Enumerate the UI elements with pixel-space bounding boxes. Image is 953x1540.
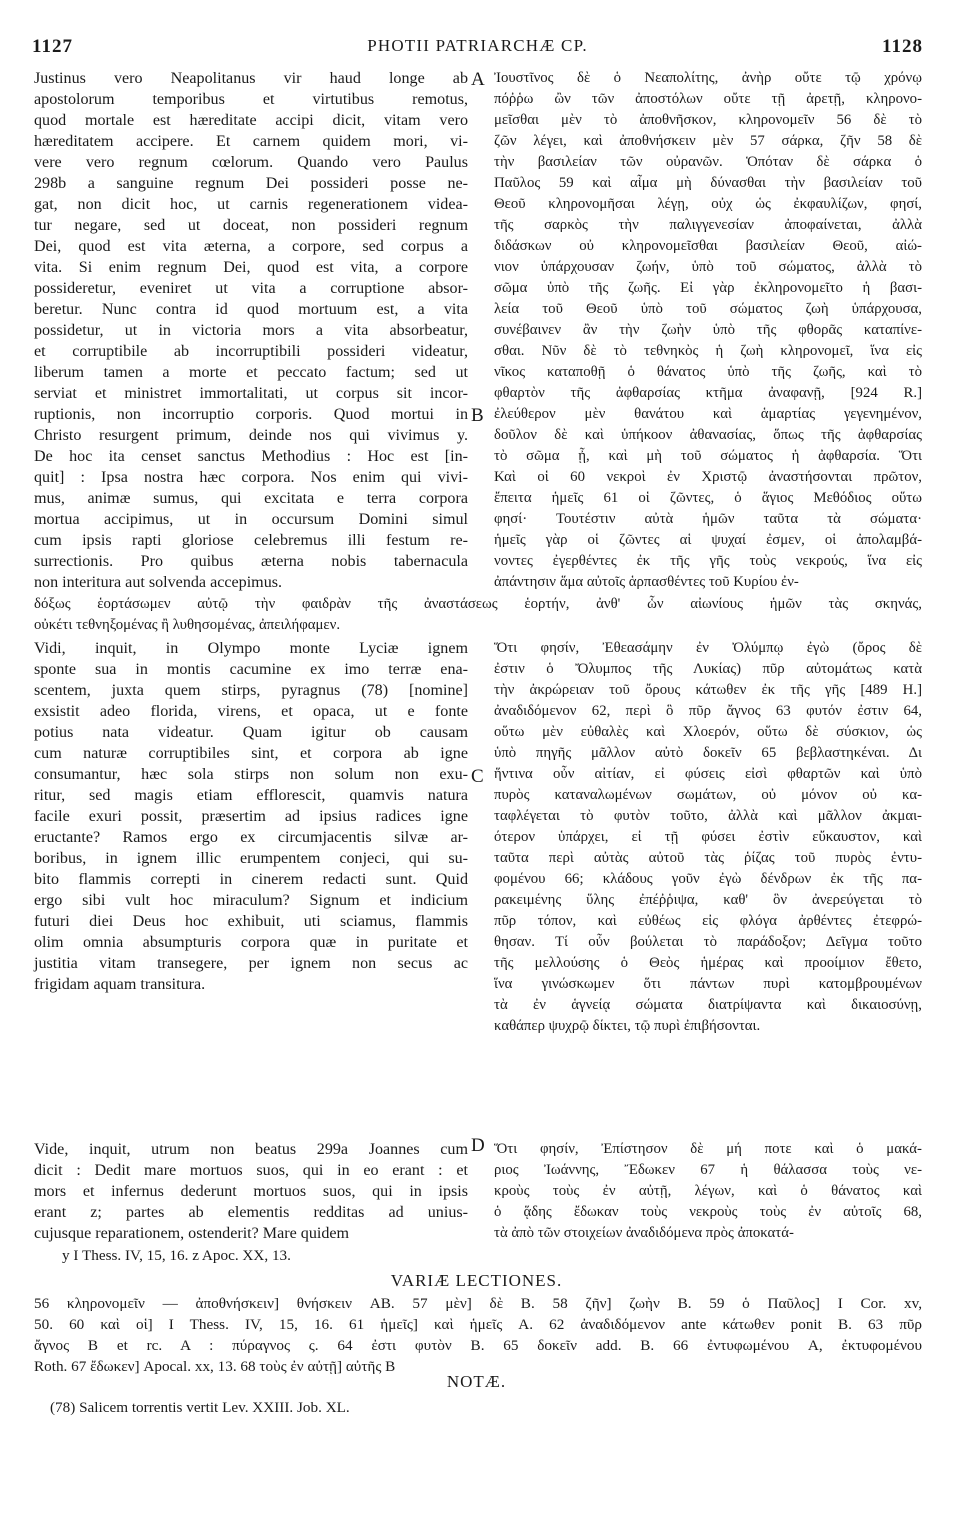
latin-column-section-1 <box>34 68 468 593</box>
text-line: λεία τοῦ Θεοῦ ὑπὸ τοῦ σώματος ζωὴ ὑπάρχουσα, <box>494 301 922 317</box>
text-line: facile exuri possit, præsertim ad ipsius radices igne <box>34 808 468 825</box>
page-header <box>32 36 923 62</box>
text-line: cum naturæ corruptibiles sint, et corpora ab igne <box>34 745 468 762</box>
text-line: διδάσκων οὐ κληρονομεῖσθαι βασιλείαν Θεοῦ, αἰώ- <box>494 238 922 254</box>
text-line: scentem, juxta quem stirps, pyragnus (78) [nomine] <box>34 682 468 699</box>
text-line: futuri diei Deus hoc exhibuit, uti sciamus, flammis <box>34 913 468 930</box>
text-line: νῖκος καταποθῇ ὁ θάνατος ὑπὸ τῆς ζωῆς, καὶ τὸ <box>494 364 922 380</box>
text-line: συνέβαινεν ἂν τὴν ζωὴν ὑπὸ τῆς φθορᾶς καταπίνε- <box>494 322 922 338</box>
text-line: σθαι. Νῦν δὲ τὸ τεθνηκὸς ἡ ζωὴ κληρονομεῖ, ἵνα εἰς <box>494 343 922 359</box>
text-line: Ὅτι φησίν, Ἐθεασάμην ἐν Ὀλύμπῳ ἐγὼ (ὄρος δὲ <box>494 640 922 656</box>
text-line: beretur. Nunc contra id quod mortuum est, a vita <box>34 301 468 318</box>
text-line: σῶμα ὑπὸ τῆς ζωῆς. Εἰ γὰρ ἐκληρονομεῖτο ἡ βασι- <box>494 280 922 296</box>
text-line: φομένου 66; κλάδους γοῦν ἐγὼ δένδρων ἐκ τῆς πα- <box>494 871 922 887</box>
text-line: mors et infernus dederunt mortuos suos, qui in ipsis <box>34 1183 468 1200</box>
greek-column-section-1 <box>494 68 922 593</box>
text-line: ἄγνος B et rc. A : πύραγνος ς. 64 ἐστι φυτὸν B. 65 δοκεῖν add. B. 66 ἐντυφωμένου A, ἐκτυφομένου <box>34 1337 922 1354</box>
text-line: ριος Ἰωάννης, Ἔδωκεν 67 ἡ θάλασσα τοὺς νε- <box>494 1162 922 1178</box>
left-column-number: 1127 <box>32 36 73 57</box>
text-line: μεῖσθαι μὲν τὸ ἀποθνῆσκον, κληρονομεῖν 56 δὲ τὸ <box>494 112 922 128</box>
text-line: vere vero regnum cœlorum. Quando vero Paulus <box>34 154 468 171</box>
text-line: ἐστιν ὁ Ὄλυμπος τῆς Λυκίας) πῦρ αὐτομάτως κατὰ <box>494 661 922 677</box>
text-line: boribus, in ignem illic erumpentem conjeci, qui su- <box>34 850 468 867</box>
text-line: justitia vitam transegere, per ignem non secus ac <box>34 955 468 972</box>
text-line: ἡμεῖς γὰρ οἱ ζῶντες αἱ ψυχαί ἐσμεν, οἱ ἀπολαμβά- <box>494 532 922 548</box>
text-line: ruptionis, non incorruptio corporis. Quod mortui in <box>34 406 468 423</box>
text-line: ἐλεύθερον μὲν θανάτου καὶ ἁμαρτίας γεγενημένον, <box>494 406 922 422</box>
text-line: hæreditatem accipere. Et carnem quidem mori, vi- <box>34 133 468 150</box>
text-line: ἔπειτα ἡμεῖς 61 οἱ ζῶντες, ὁ ἅγιος Μεθόδιος οὕτω <box>494 490 922 506</box>
text-line: non interitura aut solvenda accepimus. <box>34 574 283 591</box>
text-line: apostolorum temporibus et virtutibus remotus, <box>34 91 468 108</box>
text-line: ἵνα γινώσκωμεν ὅτι πάντων πυρὶ κατομβρουμένων <box>494 976 922 992</box>
text-line: οὕτω μὲν εὐθαλὲς καὶ Χλοερόν, οὕτω δὲ σύσκιον, ὡς <box>494 724 922 740</box>
text-line: possidetur, ut in victoria mors a vita absorbeatur, <box>34 322 468 339</box>
text-line: τῆς σαρκὸς τὴν παλιγγενεσίαν ἀποφαίνεται, ἀλλὰ <box>494 217 922 233</box>
text-line: καθάπερ ψυχρῷ δίκτει, τῷ πυρὶ ἐπιβήσονται. <box>494 1018 761 1034</box>
text-line: φθαρτὸν τῆς ἀφθαρσίας κτῆμα ἀναφανῇ, [924 R.] <box>494 385 922 401</box>
text-line: ταφλέγεται τὸ φυτὸν τοῦτο, ἀλλὰ καὶ μᾶλλον ἀκμαι- <box>494 808 922 824</box>
margin-letter-b: B <box>471 405 484 426</box>
nota-78: (78) Salicem torrentis vertit Lev. XXIII. Job. XL. <box>50 1399 350 1416</box>
variae-lectiones-title: VARIÆ LECTIONES. <box>390 1271 563 1290</box>
greek-column-section-3 <box>494 1139 922 1244</box>
text-line: ritur, sed magis etiam efflorescit, quamvis natura <box>34 787 468 804</box>
text-line: φησί· Τουτέστιν αὐτὰ ἡμῶν ταῦτα τὰ σώματα· <box>494 511 922 527</box>
text-line: τὰ ἐν ἁγνείᾳ σώματα διατρίψαντα καὶ δικαιοσύνῃ, <box>494 997 922 1013</box>
text-line: δοῦλον δὲ καὶ ὑπήκοον ἀθανασίας, ὅπως τῆς ἀφθαρσίας <box>494 427 922 443</box>
margin-letter-a: A <box>471 69 485 90</box>
text-line: ρακειμένης ὕλης ἐπέῤῥιψα, καθ' ὃν ἀνερεύγεται τὸ <box>494 892 922 908</box>
text-line: quit] : Ipsa nostra hæc corpora. Nos enim qui vivi- <box>34 469 468 486</box>
text-line: sponte sua in montis cacumine ex imo terræ ena- <box>34 661 468 678</box>
text-line: πόῤῥω ὢν τῶν ἀποστόλων οὔτε τῇ ἀρετῇ, κληρονο- <box>494 91 922 107</box>
text-line: bito flammis correpti in cinerem redacti sunt. Quid <box>34 871 468 888</box>
text-line: θησαν. Τί οὖν βούλεται τὸ παράδοξον; Δεῖγμα τοῦτο <box>494 934 922 950</box>
text-line: δόξως ἑορτάσωμεν αὐτῷ τὴν φαιδρὰν τῆς ἀναστάσεως ἑορτήν, ἀνθ' ὧν αἰωνίους ἡμῶν τὰς σκηνάς, <box>34 596 922 612</box>
notae-title: NOTÆ. <box>446 1372 507 1391</box>
text-line: τὴν βασιλείαν τῶν οὐρανῶν. Ὁπόταν δὲ σάρκα ὁ <box>494 154 922 170</box>
scripture-references: y I Thess. IV, 15, 16. z Apoc. XX, 13. <box>62 1247 291 1264</box>
text-line: erant z; partes ab elementis redditas ad unius- <box>34 1204 468 1221</box>
text-line: Vide, inquit, utrum non beatus 299a Joannes cum <box>34 1141 468 1158</box>
text-line: τὴν ἀκρώρειαν τοῦ ὄρους κάτωθεν ἐκ τῆς γῆς [489 H.] <box>494 682 922 698</box>
text-line: ergo sibi vult hoc miraculum? Signum et indicium <box>34 892 468 909</box>
text-line: ἀπάντησιν ἅμα αὐτοῖς ἁρπασθέντες τοῦ Κυρίου ἐν- <box>494 574 799 590</box>
margin-letter-d: D <box>471 1135 485 1156</box>
margin-letter-c: C <box>471 766 484 787</box>
text-line: πῦρ τόπον, καὶ εὐθέως εἰς φλόγα ἀρθέντες ἐτεφρώ- <box>494 913 922 929</box>
text-line: vita. Si enim regnum Dei, quod est vita, a corpore <box>34 259 468 276</box>
text-line: 50. 60 καὶ οἱ] I Thess. IV, 15, 16. 61 ἡμεῖς] καὶ ἡμεῖς A. 62 ἀναδιδόμενον ante κάτωθεν ponit B. 63 πῦρ <box>34 1316 922 1333</box>
running-title: PHOTII PATRIARCHÆ CP. <box>367 36 588 55</box>
text-line: possideretur, eveniret ut vita a corruptione absor- <box>34 280 468 297</box>
text-line: et corruptibile ab incorruptibili possideri videatur, <box>34 343 468 360</box>
text-line: De hoc ita censet sanctus Methodius : Hoc est [in- <box>34 448 468 465</box>
text-line: Justinus vero Neapolitanus vir haud longe ab <box>34 70 468 87</box>
text-line: νιον ὑπάρχουσαν ζωήν, ὑπὸ τοῦ σώματος, ἀλλὰ τὸ <box>494 259 922 275</box>
text-line: quod mortale est hæreditate accipi dicit, vitam vero <box>34 112 468 129</box>
greek-full-width-continuation <box>34 594 922 636</box>
greek-column-section-2 <box>494 638 922 1037</box>
right-column-number: 1128 <box>882 36 923 57</box>
text-line: τὰ ἀπὸ τῶν στοιχείων ἀναδιδόμενα πρὸς ἀποκατά- <box>494 1225 794 1241</box>
text-line: ότερον ὑπάρχει, εἰ τῇ φύσει ἐστὶν εὔκαυστον, καὶ <box>494 829 922 845</box>
text-line: gat, non dicit hoc, ut carnis regenerationem videa- <box>34 196 468 213</box>
text-line: eructante? Ramos ergo ex circumjacentis silvæ ar- <box>34 829 468 846</box>
text-line: Ὅτι φησίν, Ἐπίστησον δὲ μή ποτε καὶ ὁ μακά- <box>494 1141 922 1157</box>
text-line: Dei, quod est vita æterna, a corpore, sed corpus a <box>34 238 468 255</box>
text-line: ζῶν λέγει, καὶ ἀποθνήσκειν μὲν 57 σάρκα, ζῆν 58 δὲ <box>494 133 922 149</box>
text-line: 298b a sanguine regnum Dei possideri posse ne- <box>34 175 468 192</box>
text-line: mus, animæ sumus, qui excitata e terra corpora <box>34 490 468 507</box>
text-line: potius nata videatur. Quam igitur ob causam <box>34 724 468 741</box>
text-line: Παῦλος 59 καὶ αἷμα μὴ δύνασθαι τὴν βασιλείαν τοῦ <box>494 175 922 191</box>
text-line: νοντες ἐγερθέντες ἐκ τῆς γῆς τοὺς νεκρούς, ἵνα εἰς <box>494 553 922 569</box>
text-line: exsistit adeo florida, virens, et opaca, ut e fonte <box>34 703 468 720</box>
text-line: τὸ σῶμα ᾖ, καὶ μὴ τοῦ σώματος ἡ ἀφθαρσία. Ὅτι <box>494 448 922 464</box>
text-line: cujusque reparationem, ostenderit? Mare quidem <box>34 1225 350 1242</box>
text-line: liberum tamen a morte et peccato factum; sed ut <box>34 364 468 381</box>
text-line: 56 κληρονομεῖν — ἀποθνήσκειν] θνήσκειν AB. 57 μὲν] δὲ B. 58 ζῆν] ζωὴν B. 59 ὁ Παῦλος] I Cor. xv, <box>34 1295 922 1312</box>
text-line: serviat et ministret immortalitati, ut corpus sit incor- <box>34 385 468 402</box>
variae-lectiones-list <box>34 1294 922 1378</box>
text-line: οὐκέτι τεθνηξομένας ἢ λυθησομένας, ἀπειλήφαμεν. <box>34 617 341 633</box>
text-line: Θεοῦ κληρονομῆσαι λέγῃ, οὐχ ὡς ἐκφαυλίζων, φησί, <box>494 196 922 212</box>
text-line: surrectionis. Pro quibus æterna nobis tabernacula <box>34 553 468 570</box>
text-line: cum ipsis rapti gloriose celebremus illi festum re- <box>34 532 468 549</box>
text-line: consumantur, hæc sola stirps non solum non exu- <box>34 766 468 783</box>
text-line: dicit : Dedit mare mortuos suos, qui in eo erant : et <box>34 1162 468 1179</box>
text-line: πυρὸς καταναλωμένων σωμάτων, οὐ μόνον οὐ κα- <box>494 787 922 803</box>
text-line: tur negare, sed ut doceat, non possideri regnum <box>34 217 468 234</box>
text-line: Ἰουστῖνος δὲ ὁ Νεαπολίτης, ἀνὴρ οὔτε τῷ χρόνῳ <box>494 70 922 86</box>
text-line: ὁ ᾅδης ἔδωκαν τοὺς νεκροὺς τοὺς ἐν αὐτοῖς 68, <box>494 1204 922 1220</box>
text-line: τῆς μελλούσης ὁ Θεὸς ἡμέρας καὶ προοίμιον ἔθετο, <box>494 955 922 971</box>
text-line: Vidi, inquit, in Olympo monte Lyciæ ignem <box>34 640 468 657</box>
text-line: Roth. 67 ἔδωκεν] Apocal. xx, 13. 68 τοὺς ἐν αὐτῇ] αὐτῆς B <box>34 1358 396 1375</box>
text-line: κροὺς τοὺς ἐν αὐτῇ, λέγων, καὶ ὁ θάνατος καὶ <box>494 1183 922 1199</box>
text-line: frigidam aquam transitura. <box>34 976 206 993</box>
text-line: ἥντινα οὖν αἰτίαν, εἰ φύσεις εἰσὶ φθαρτῶν καὶ ὑπὸ <box>494 766 922 782</box>
latin-column-section-3 <box>34 1139 468 1244</box>
text-line: ὑπὸ πηγῆς μᾶλλον αὐτὸ δοκεῖν 65 βεβλαστηκέναι. Δι <box>494 745 922 761</box>
text-line: olim omnia absumpturis corpora quæ in puritate et <box>34 934 468 951</box>
text-line: Καὶ οἱ 60 νεκροὶ ἐν Χριστῷ ἀναστήσονται πρῶτον, <box>494 469 922 485</box>
latin-column-section-2 <box>34 638 468 995</box>
text-line: ταῦτα περὶ αὐτὰς αὐτοῦ τὰς ῥίζας τοῦ πυρὸς ἐντυ- <box>494 850 922 866</box>
text-line: ἀναδιδόμενον 62, περὶ ὃ πῦρ ἄγνος 63 φυτόν ἐστιν 64, <box>494 703 922 719</box>
text-line: Christo resurgent primum, deinde nos qui vivimus y. <box>34 427 468 444</box>
text-line: mortua accipimus, ut in occursum Domini simul <box>34 511 468 528</box>
